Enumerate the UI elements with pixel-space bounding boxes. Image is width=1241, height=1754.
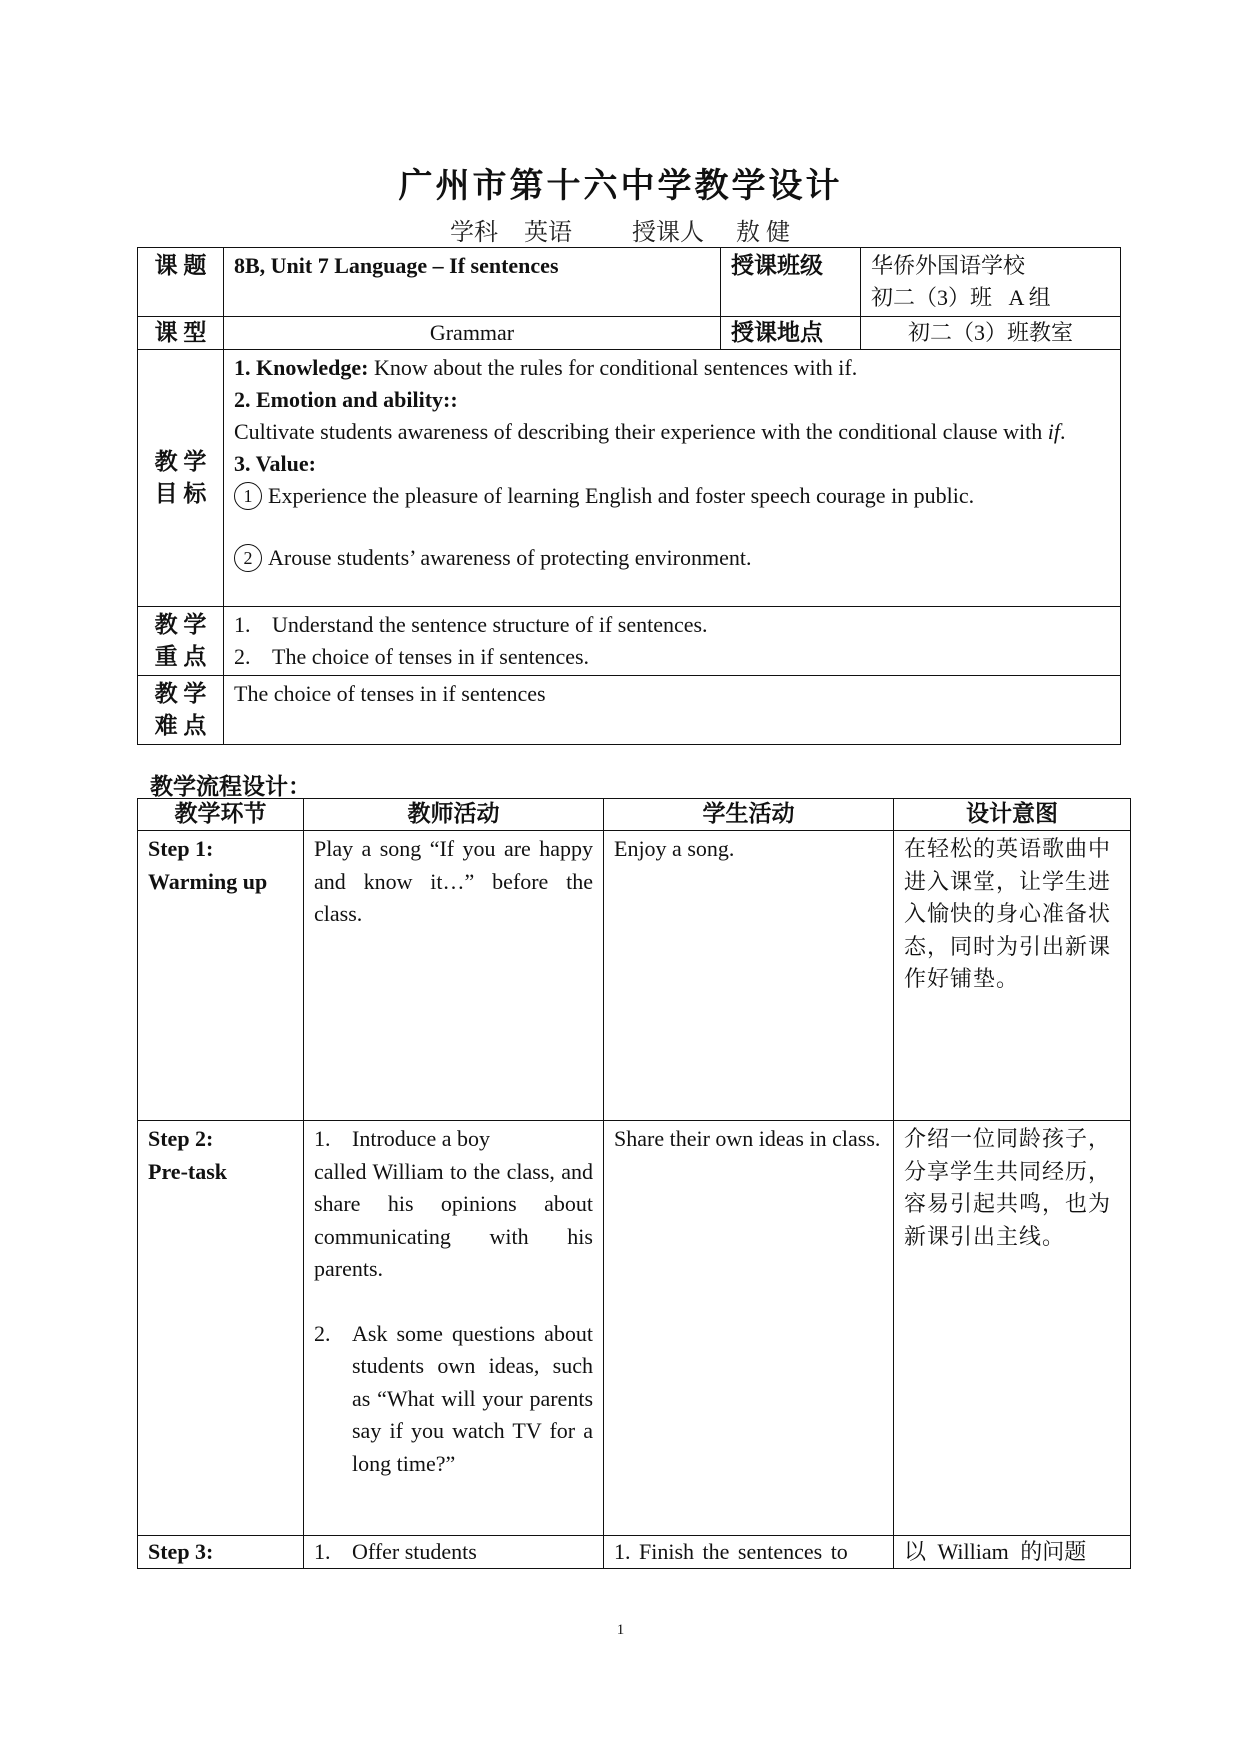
step-name: Warming up — [148, 868, 268, 894]
teacher-item-2-text: Ask some questions about students own ideas, such as “What will your parents say if you watch TV for a long time?” — [352, 1320, 593, 1476]
location-label: 授课地点 — [721, 317, 861, 350]
step-name: Pre-task — [148, 1158, 228, 1184]
objectives-content — [224, 350, 1121, 607]
flow-heading: 教学流程设计： — [150, 774, 311, 799]
teacher-item-1 — [314, 1123, 593, 1156]
knowledge-text: Know about the rules for conditional sentences with if. — [368, 355, 858, 380]
page-number: 1 — [616, 1622, 625, 1638]
value-heading: 3. Value: — [234, 451, 316, 476]
teacher-item-2 — [314, 1318, 593, 1481]
step-number: Step 3: — [138, 1536, 304, 1569]
key-points-label — [138, 607, 224, 676]
emotion-text — [234, 416, 1110, 448]
circled-number-icon: 2 — [234, 544, 262, 572]
key-point-number: 2. — [234, 644, 251, 669]
student-activity: 1. Finish the sentences to — [604, 1536, 894, 1569]
class-label: 授课班级 — [721, 248, 861, 317]
difficult-points-label — [138, 676, 224, 745]
item-number: 2. — [314, 1320, 331, 1346]
header-student: 学生活动 — [604, 799, 894, 831]
class-school: 华侨外国语学校 — [871, 253, 1026, 278]
subject-label: 学科 — [450, 220, 498, 246]
type-value: Grammar — [224, 317, 721, 350]
knowledge-heading: 1. Knowledge: — [234, 355, 369, 380]
topic-label: 课 题 — [138, 248, 224, 317]
difficult-points-content: The choice of tenses in if sentences — [224, 676, 1121, 745]
header-stage: 教学环节 — [138, 799, 304, 831]
item-number: 1. — [314, 1539, 331, 1564]
key-label-line-1: 教 学 — [154, 612, 207, 637]
student-activity: Enjoy a song. — [604, 831, 894, 1121]
step-cell — [138, 831, 304, 1121]
emotion-text-b: . — [1060, 419, 1066, 444]
emotion-heading: 2. Emotion and ability:: — [234, 387, 458, 412]
teacher-activity — [304, 1536, 604, 1569]
teacher-label: 授课人 — [632, 220, 704, 246]
header-intent: 设计意图 — [894, 799, 1131, 831]
flow-header-row — [138, 799, 1131, 831]
step-cell — [138, 1121, 304, 1536]
key-point-number: 1. — [234, 612, 251, 637]
design-intent: 在轻松的英语歌曲中进入课堂，让学生进入愉快的身心准备状态，同时为引出新课作好铺垫。 — [894, 831, 1131, 1121]
circled-number-icon: 1 — [234, 482, 262, 510]
design-intent: 介绍一位同龄孩子，分享学生共同经历，容易引起共鸣，也为新课引出主线。 — [894, 1121, 1131, 1536]
key-point-text: The choice of tenses in if sentences. — [272, 644, 590, 669]
value-item-1 — [234, 480, 1110, 512]
design-intent: 以 William 的问题 — [894, 1536, 1131, 1569]
student-activity: Share their own ideas in class. — [604, 1121, 894, 1536]
step-number: Step 2: — [148, 1126, 214, 1151]
lesson-info-table — [137, 247, 1121, 745]
step-number: Step 1: — [148, 836, 214, 861]
subject-teacher-line — [450, 212, 822, 248]
emotion-text-a: Cultivate students awareness of describing their experience with the conditional clause with — [234, 419, 1048, 444]
key-label-line-2: 重 点 — [154, 644, 207, 669]
value-item-1-text: Experience the pleasure of learning English and foster speech courage in public. — [268, 483, 975, 508]
objectives-label — [138, 350, 224, 607]
objectives-label-line-1: 教 学 — [154, 449, 207, 474]
teacher-activity — [304, 1121, 604, 1536]
teacher-activity-text: Offer students — [352, 1539, 477, 1564]
location-value: 初二（3）班教室 — [861, 317, 1121, 350]
table-row — [138, 1536, 1131, 1569]
teacher-item-1-lead: Introduce a boy — [352, 1126, 491, 1151]
key-points-content — [224, 607, 1121, 676]
teacher-value: 敖 健 — [704, 219, 822, 248]
class-value — [861, 248, 1121, 317]
table-row — [138, 831, 1131, 1121]
teacher-item-1-body: called William to the class, and share his opinions about communicating with his parents. — [314, 1158, 593, 1281]
value-item-2-text: Arouse students’ awareness of protecting environment. — [268, 545, 752, 570]
class-group: 初二（3）班 A 组 — [871, 285, 1051, 310]
teacher-activity: Play a song “If you are happy and know it…” before the class. — [304, 831, 604, 1121]
key-point-1 — [234, 609, 1110, 641]
document-title: 广州市第十六中学教学设计 — [398, 168, 843, 205]
subject-value: 英语 — [498, 219, 598, 248]
item-number: 1. — [314, 1126, 331, 1151]
table-row — [138, 1121, 1131, 1536]
header-teacher: 教师活动 — [304, 799, 604, 831]
emotion-text-if: if — [1047, 419, 1060, 444]
value-item-2 — [234, 542, 1110, 574]
key-point-text: Understand the sentence structure of if sentences. — [272, 612, 708, 637]
objectives-label-line-2: 目 标 — [154, 481, 207, 506]
topic-value: 8B, Unit 7 Language – If sentences — [224, 248, 721, 317]
teaching-flow-table — [137, 798, 1131, 1569]
difficult-label-line-2: 难 点 — [154, 713, 207, 738]
key-point-2 — [234, 641, 1110, 673]
type-label: 课 型 — [138, 317, 224, 350]
objective-knowledge — [234, 352, 1110, 384]
difficult-label-line-1: 教 学 — [154, 681, 207, 706]
